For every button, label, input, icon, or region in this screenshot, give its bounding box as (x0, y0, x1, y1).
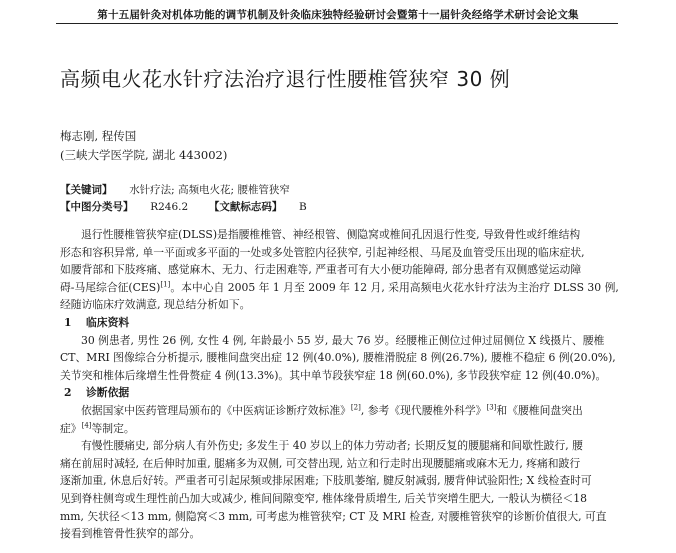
section2-paragraph-1 (60, 402, 626, 437)
section-number: 2 (64, 386, 72, 400)
text-line: 见到脊柱侧弯或生理性前凸加大或减少, 椎间间隙变窄, 椎体缘骨质增生, 后关节突增生肥大, 一般认为横径＜18 (60, 491, 588, 505)
paper-title: 高频电火花水针疗法治疗退行性腰椎管狭窄 30 例 (60, 67, 511, 91)
header-rule (56, 23, 618, 24)
text-segment: 和《腰椎间盘突出 (496, 403, 583, 417)
text-line: 如腰背部和下肢疼痛、感觉麻木、无力、行走困难等, 严重者可有大小便功能障碍, 部分患者有双侧感觉运动障 (60, 263, 582, 277)
authors: 梅志刚, 程传国 (60, 129, 137, 143)
keywords (60, 182, 290, 197)
classification (60, 199, 307, 214)
citation: [2] (350, 403, 361, 412)
text-segment: 碍-马尾综合征(CES) (60, 280, 161, 294)
text-line: 经随访临床疗效满意, 现总结分析如下。 (60, 298, 251, 312)
keywords-label: 【关键词】 (60, 184, 113, 196)
clc-value: R246.2 (150, 201, 189, 213)
text-line: mm, 矢状径＜13 mm, 侧隐窝＜3 mm, 可考虑为椎管狭窄; CT 及 MRI 检查, 对腰椎管狭窄的诊断价值很大, 可直 (60, 509, 607, 523)
text-line: 逐渐加重, 休息后好转。严重者可引起尿频或排尿困难; 下肢肌萎缩, 腱反射减弱, 腰背伸试验阳性; X 线检查时可 (60, 474, 592, 488)
intro-paragraph (60, 226, 626, 314)
text-line: 30 例患者, 男性 26 例, 女性 4 例, 年龄最小 55 岁, 最大 76 岁。经腰椎正侧位过伸过屈侧位 X 线摄片、腰椎 (81, 333, 605, 347)
text-line (60, 279, 626, 297)
text-line: 接看到椎管骨性狭窄的部分。 (60, 527, 201, 541)
text-line (60, 420, 626, 438)
section-heading-2 (60, 384, 626, 402)
keywords-value: 水针疗法; 高频电火花; 腰椎管狭窄 (129, 184, 290, 196)
section1-paragraph (60, 332, 626, 385)
citation: [3] (486, 403, 497, 412)
doc-value: B (299, 201, 307, 213)
text-line: 形态和容积异常, 单一平面或多平面的一处或多处管腔内径狭窄, 引起神经根、马尾及血管受压出现的临床症状, (60, 245, 585, 259)
text-segment: 。本中心自 2005 年 1 月至 2009 年 12 月, 采用高频电火花水针疗法为主治疗 DLSS 30 例, (170, 280, 619, 294)
text-line: 退行性腰椎管狭窄症(DLSS)是指腰椎椎管、神经根管、侧隐窝或椎间孔因退行性变, 导致骨性或纤维结构 (81, 228, 581, 241)
affiliation: (三峡大学医学院, 湖北 443002) (60, 148, 228, 162)
section-heading-1 (60, 314, 626, 332)
text-segment: , 参考《现代腰椎外科学》 (360, 403, 487, 417)
section-number: 1 (64, 315, 72, 329)
section2-paragraph-2 (60, 437, 626, 543)
text-line (60, 402, 626, 420)
citation: [4] (81, 420, 92, 429)
doc-label: 【文献标志码】 (208, 201, 283, 213)
text-line: 痛在前屈时减轻, 在后伸时加重, 腿痛多为双侧, 可交替出现, 站立和行走时出现腰腿痛或麻木无力, 疼痛和跛行 (60, 456, 581, 470)
clc-label: 【中图分类号】 (60, 201, 134, 213)
text-segment: 等制定。 (91, 421, 135, 435)
citation: [1] (160, 280, 171, 289)
paper-body (60, 226, 626, 543)
text-line: 有慢性腰痛史, 部分病人有外伤史; 多发生于 40 岁以上的体力劳动者; 长期反复的腰腿痛和间歇性跛行, 腰 (81, 439, 583, 453)
text-segment: 依据国家中医药管理局颁布的《中医病证诊断疗效标准》 (81, 403, 351, 417)
text-segment: 症》 (60, 421, 82, 435)
section-title: 诊断依据 (86, 386, 130, 400)
running-header: 第十五届针灸对机体功能的调节机制及针灸临床独特经验研讨会暨第十一届针灸经络学术研讨会论文集 (97, 9, 579, 21)
text-line: 关节突和椎体后缘增生性骨赘症 4 例(13.3%)。其中单节段狭窄症 18 例(60.0%), 多节段狭窄症 12 例(40.0%)。 (60, 368, 607, 382)
text-line: CT、MRI 图像综合分析提示, 腰椎间盘突出症 12 例(40.0%), 腰椎滑脱症 8 例(26.7%), 腰椎不稳症 6 例(20.0%), (60, 351, 616, 365)
section-title: 临床资料 (86, 315, 130, 329)
